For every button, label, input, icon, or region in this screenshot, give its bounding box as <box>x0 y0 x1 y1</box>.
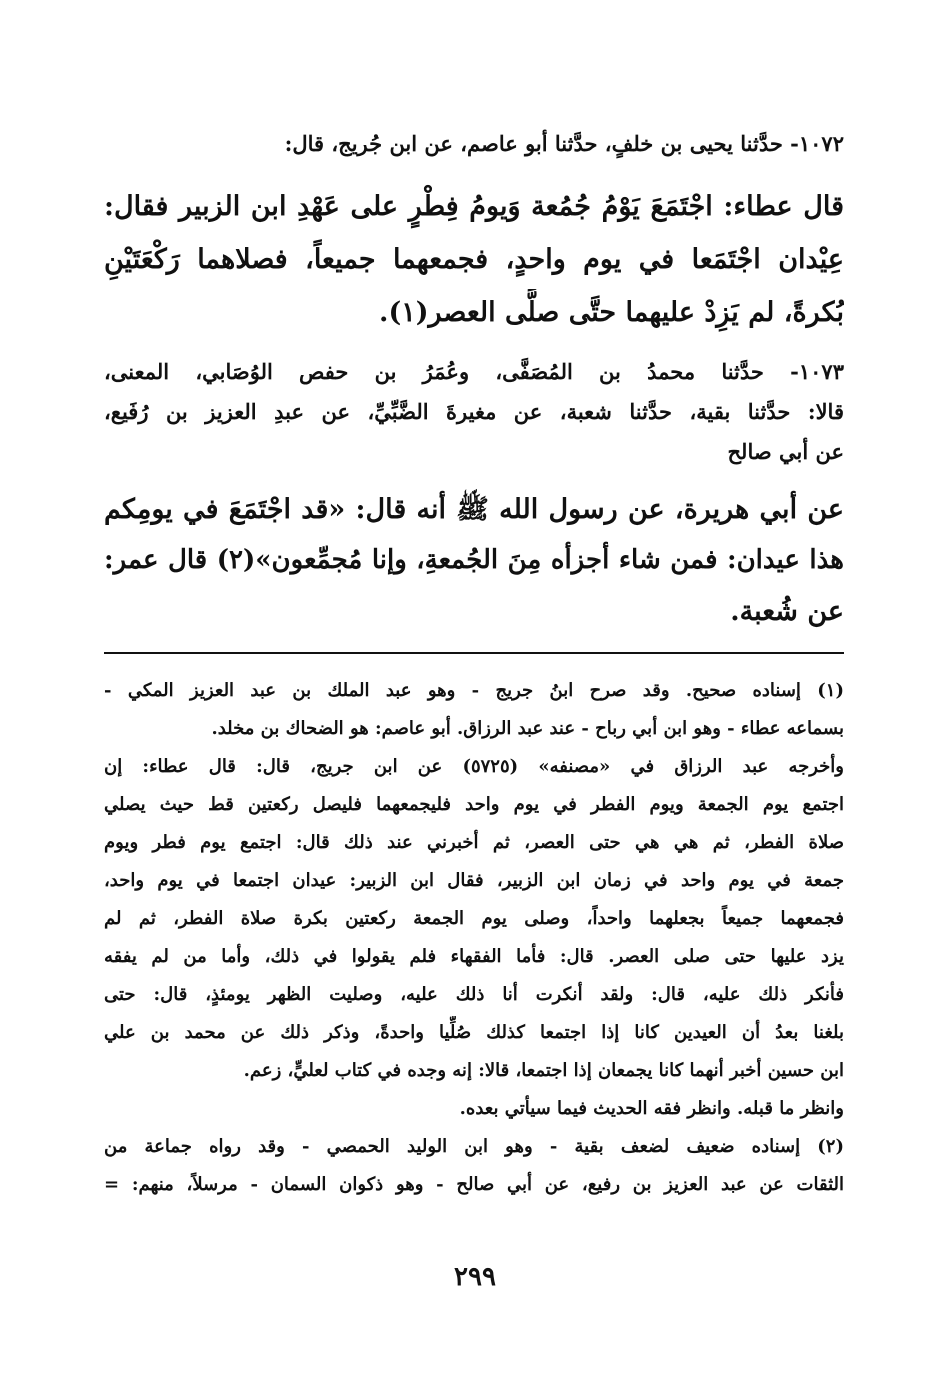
footnote-line: فأنكر ذلك عليه، قال: ولقد أنكرت أنا ذلك عليه، وصليت الظهر يومئذٍ، قال: حتى <box>104 984 844 1005</box>
hadith-1073-isnad-line: ١٠٧٣- حدَّثنا محمدُ بن المُصَفَّى، وعُمَرُ بن حفص الوُصَابي، المعنى، <box>104 359 844 384</box>
hadith-1073-matn-line: عن شُعبة. <box>730 596 844 627</box>
footnote-line: بلغنا بعدُ أن العيدين كانا إذا اجتمعا كذلك صُلِّيا واحدةً، وذكر ذلك عن محمد بن علي <box>104 1022 844 1043</box>
footnote-line: وأخرجه عبد الرزاق في «مصنفه» (٥٧٢٥) عن ابن جريج، قال: قال عطاء: إن <box>104 756 844 777</box>
hadith-1072-matn-line: بُكرةً، لم يَزِدْ عليهما حتَّى صلَّى العصر(١). <box>379 297 844 328</box>
footnote-line: جمعة في يوم واحد في زمان ابن الزبير، فقال ابن الزبير: عيدان اجتمعا في يوم واحد، <box>104 870 844 891</box>
footnote-line: (١) إسناده صحيح. وقد صرح ابنُ جريج - وهو عبد الملك بن عبد العزيز المكي - <box>104 680 844 701</box>
footnote-line: بسماعه عطاء - وهو ابن أبي رباح - عند عبد الرزاق. أبو عاصم: هو الضحاك بن مخلد. <box>211 718 844 739</box>
hadith-1072-matn-line: عِيْدان اجْتَمَعا في يوم واحدٍ، فجمعهما جميعاً، فصلاهما رَكْعَتَيْنِ <box>104 244 844 275</box>
footnote-line: صلاة الفطر، ثم هي هي حتى العصر، ثم أخبرني عند ذلك قال: اجتمع يوم فطر ويوم <box>104 832 844 853</box>
page-number: ٢٩٩ <box>454 1262 496 1292</box>
hadith-1073-isnad-line: عن أبي صالح <box>727 439 844 464</box>
footnote-line: وانظر ما قبله. وانظر فقه الحديث فيما سيأتي بعده. <box>459 1098 844 1119</box>
footnote-line: الثقات عن عبد العزيز بن رفيع، عن أبي صالح - وهو ذكوان السمان - مرسلاً، منهم: = <box>104 1174 844 1195</box>
hadith-1072-isnad: ١٠٧٢- حدَّثنا يحيى بن خلفٍ، حدَّثنا أبو عاصم، عن ابن جُريج، قال: <box>284 131 844 156</box>
footnote-line: يزد عليها حتى صلى العصر. قال: فأما الفقهاء فلم يقولوا في ذلك، وأما من لم يفقه <box>104 946 844 967</box>
footnote-line: فجمعهما جميعاً بجعلهما واحداً، وصلى يوم الجمعة ركعتين بكرة صلاة الفطر، ثم لم <box>104 908 844 929</box>
footnote-line: اجتمع يوم الجمعة ويوم الفطر في يوم واحد فليجمعهما فليصل ركعتين قط حيث يصلي <box>104 794 844 815</box>
footnote-divider <box>104 652 844 654</box>
hadith-1073-isnad-line: قالا: حدَّثنا بقية، حدَّثنا شعبة، عن مغيرةَ الضَّبِّيِّ، عن عبدِ العزيز بن رُفَيع، <box>104 399 844 424</box>
footnote-line: (٢) إسناده ضعيف لضعف بقية - وهو ابن الوليد الحمصي - وقد رواه جماعة من <box>104 1136 844 1157</box>
hadith-1072-matn-line: قال عطاء: اجْتَمَعَ يَوْمُ جُمُعة وَيومُ فِطْرٍ على عَهْدِ ابن الزبير فقال: <box>104 191 844 222</box>
hadith-1073-matn-line: هذا عيدان: فمن شاء أجزأه مِنَ الجُمعةِ، وإنا مُجمِّعون»(٢) قال عمر: <box>104 545 844 575</box>
hadith-1073-matn-line: عن أبي هريرة، عن رسول الله ﷺ أنه قال: «قد اجْتَمَعَ في يومِكم <box>104 494 844 525</box>
footnote-line: ابن حسين أخبر أنهما كانا يجمعان إذا اجتمعا، قالا: إنه وجده في كتاب لعليٍّ، زعم. <box>243 1060 844 1081</box>
